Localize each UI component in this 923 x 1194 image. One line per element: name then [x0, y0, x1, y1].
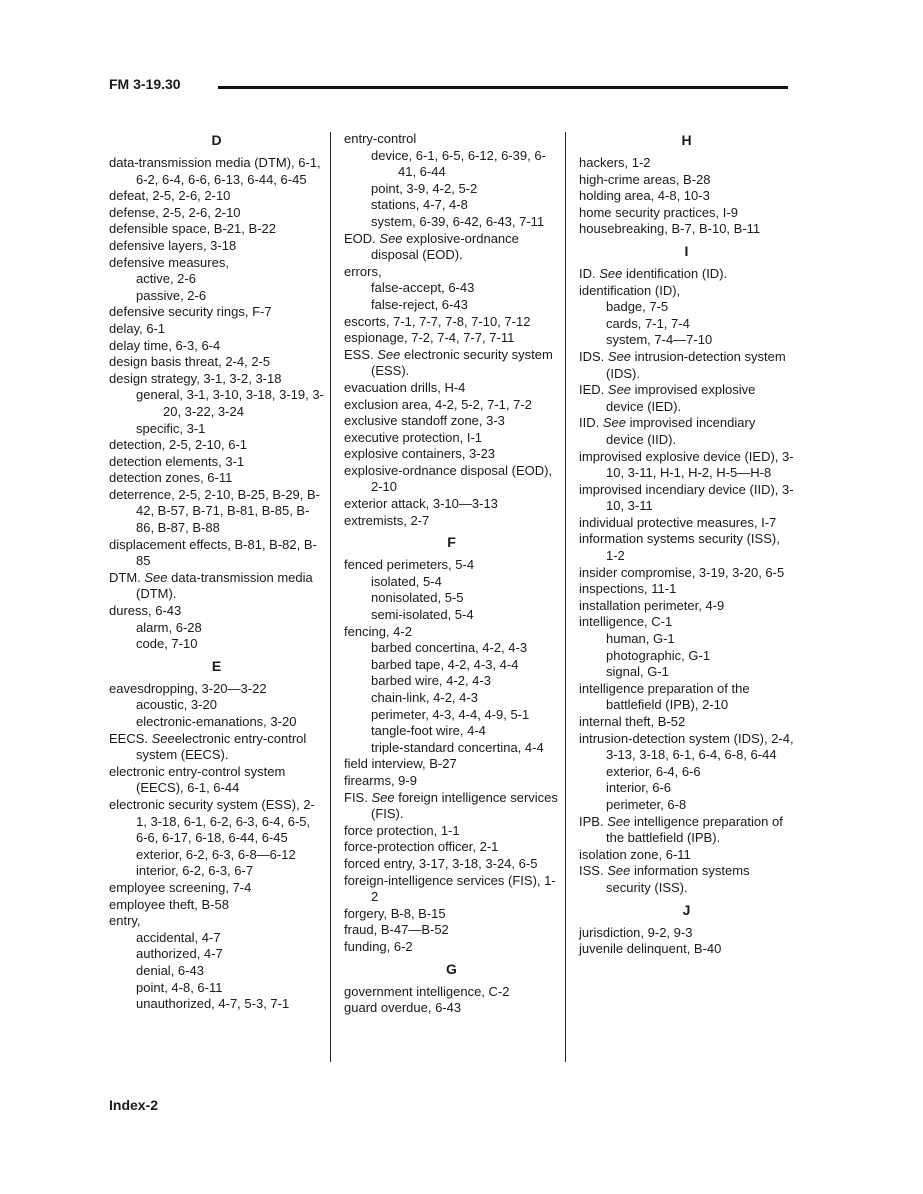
- index-section: [579, 131, 794, 238]
- cross-reference-target: explosive-ordnance disposal (EOD).: [371, 230, 519, 263]
- index-entry: eavesdropping, 3-20—3-22: [109, 680, 267, 696]
- index-entry: [579, 382, 794, 415]
- index-entry: design basis threat, 2-4, 2-5: [109, 354, 271, 370]
- index-entry: extremists, 2-7: [344, 512, 430, 528]
- index-section: [344, 131, 559, 529]
- index-entry: errors,: [344, 263, 382, 279]
- index-subentry: electronic-emanations, 3-20: [136, 714, 297, 729]
- cross-reference-target: electronic entry-control system (EECS).: [136, 730, 307, 763]
- index-entry: intelligence, C-1: [579, 614, 673, 630]
- entry-term: ID.: [579, 265, 600, 281]
- index-entry: isolation zone, 6-11: [579, 846, 691, 862]
- see-reference: See: [599, 265, 623, 281]
- entry-term: ISS.: [579, 863, 608, 879]
- index-subentry: unauthorized, 4-7, 5-3, 7-1: [136, 996, 290, 1012]
- index-subentry: badge, 7-5: [606, 299, 669, 315]
- index-entry: explosive containers, 3-23: [344, 446, 496, 462]
- index-subentry: semi-isolated, 5-4: [371, 607, 474, 623]
- index-subentry: tangle-foot wire, 4-4: [371, 723, 486, 739]
- index-entry: data-transmission media (DTM), 6-1, 6-2, 6-4, 6-6, 6-13, 6-44, 6-45: [109, 155, 321, 187]
- index-entry: defensive measures,: [109, 254, 229, 270]
- see-reference: See: [151, 730, 175, 746]
- index-entry: foreign-intelligence services (FIS), 1-2: [344, 872, 556, 905]
- index-subentry: nonisolated, 5-5: [371, 590, 464, 606]
- index-subentry: perimeter, 6-8: [606, 796, 687, 812]
- index-subentry: human, G-1: [606, 631, 675, 647]
- index-entry: defensive security rings, F-7: [109, 304, 272, 320]
- index-entry: intelligence preparation of the battlefield (IPB), 2-10: [579, 680, 750, 713]
- index-entry: juvenile delinquent, B-40: [579, 941, 722, 957]
- index-subentry: accidental, 4-7: [136, 929, 221, 945]
- section-letter-heading: D: [211, 132, 222, 148]
- page-number: Index-2: [109, 1097, 159, 1113]
- index-subentry: barbed tape, 4-2, 4-3, 4-4: [371, 656, 519, 672]
- section-letter-heading: F: [447, 534, 456, 551]
- index-entry: detection, 2-5, 2-10, 6-1: [109, 437, 248, 453]
- index-section: [579, 242, 794, 897]
- index-entry: evacuation drills, H-4: [344, 379, 466, 395]
- index-section: [109, 131, 324, 653]
- index-subentry: exterior, 6-2, 6-3, 6-8—6-12: [136, 846, 296, 862]
- index-entry: internal theft, B-52: [579, 714, 686, 729]
- index-entry: displacement effects, B-81, B-82, B-85: [109, 536, 317, 569]
- index-subentry: alarm, 6-28: [136, 619, 202, 635]
- index-entry: entry-control: [344, 131, 417, 146]
- index-subentry: passive, 2-6: [136, 287, 207, 303]
- entry-term: ESS.: [344, 346, 378, 362]
- index-subentry: false-accept, 6-43: [371, 280, 475, 296]
- index-subentry: acoustic, 3-20: [136, 697, 217, 713]
- index-entry: defeat, 2-5, 2-6, 2-10: [109, 188, 231, 204]
- index-entry: executive protection, I-1: [344, 429, 483, 445]
- see-reference: See: [379, 230, 403, 246]
- index-entry: entry,: [109, 913, 141, 929]
- index-entry: detection zones, 6-11: [109, 470, 233, 486]
- index-entry: government intelligence, C-2: [344, 983, 510, 999]
- index-subentry: point, 3-9, 4-2, 5-2: [371, 180, 478, 196]
- index-section: [579, 901, 794, 958]
- index-entry: [109, 570, 324, 603]
- see-reference: See: [607, 348, 632, 364]
- see-reference: See: [602, 415, 626, 431]
- cross-reference-target: improvised explosive device (IED).: [606, 382, 756, 414]
- index-subentry: device, 6-1, 6-5, 6-12, 6-39, 6-41, 6-44: [371, 147, 546, 180]
- index-entry: fencing, 4-2: [344, 623, 412, 639]
- column-divider: [330, 132, 331, 1062]
- index-entry: improvised explosive device (IED), 3-10, 3-11, H-1, H-2, H-5—H-8: [579, 448, 794, 481]
- index-entry: funding, 6-2: [344, 938, 413, 954]
- index-entry: [579, 349, 794, 382]
- index-section: [344, 960, 559, 1017]
- index-entry: exterior attack, 3-10—3-13: [344, 496, 498, 512]
- index-subentry: authorized, 4-7: [136, 946, 223, 962]
- index-entry: [579, 814, 794, 847]
- index-subentry: isolated, 5-4: [371, 573, 442, 589]
- index-subentry: code, 7-10: [136, 636, 198, 652]
- index-entry: holding area, 4-8, 10-3: [579, 188, 710, 204]
- index-column-2: [344, 131, 559, 1019]
- index-entry: hackers, 1-2: [579, 155, 651, 170]
- index-entry: insider compromise, 3-19, 3-20, 6-5: [579, 564, 785, 580]
- index-subentry: barbed concertina, 4-2, 4-3: [371, 640, 528, 656]
- index-entry: duress, 6-43: [109, 603, 182, 619]
- entry-term: IID.: [579, 415, 603, 431]
- index-subentry: interior, 6-2, 6-3, 6-7: [136, 863, 254, 879]
- index-subentry: denial, 6-43: [136, 962, 204, 978]
- see-reference: See: [607, 863, 631, 879]
- index-column-1: [109, 131, 324, 1015]
- entry-term: IDS.: [579, 348, 608, 364]
- cross-reference-target: information systems security (ISS).: [606, 863, 750, 895]
- index-entry: employee theft, B-58: [109, 896, 229, 912]
- index-entry: force-protection officer, 2-1: [344, 839, 499, 855]
- index-subentry: chain-link, 4-2, 4-3: [371, 690, 478, 705]
- index-entry: [579, 863, 794, 896]
- index-subentry: barbed wire, 4-2, 4-3: [371, 673, 491, 689]
- index-entry: design strategy, 3-1, 3-2, 3-18: [109, 370, 282, 386]
- index-subentry: perimeter, 4-3, 4-4, 4-9, 5-1: [371, 706, 530, 722]
- cross-reference-target: improvised incendiary device (IID).: [606, 415, 756, 447]
- index-entry: espionage, 7-2, 7-4, 7-7, 7-11: [344, 330, 515, 346]
- index-subentry: false-reject, 6-43: [371, 296, 468, 312]
- cross-reference-target: data-transmission media (DTM).: [136, 569, 313, 602]
- index-entry: defense, 2-5, 2-6, 2-10: [109, 204, 241, 220]
- index-entry: defensible space, B-21, B-22: [109, 221, 276, 237]
- index-subentry: general, 3-1, 3-10, 3-18, 3-19, 3-20, 3-22, 3-24: [136, 387, 324, 419]
- index-entry: individual protective measures, I-7: [579, 514, 777, 530]
- index-subentry: system, 7-4—7-10: [606, 332, 713, 348]
- cross-reference-target: foreign intelligence services (FIS).: [371, 789, 558, 822]
- index-subentry: stations, 4-7, 4-8: [371, 197, 468, 213]
- index-entry: [344, 347, 559, 380]
- index-entry: [109, 731, 324, 764]
- entry-term: FIS.: [344, 789, 372, 805]
- index-entry: [579, 266, 794, 283]
- section-letter-heading: E: [211, 657, 222, 674]
- index-entry: [579, 415, 794, 448]
- header-rule: [218, 86, 788, 89]
- section-letter-heading: H: [681, 132, 692, 148]
- see-reference: See: [377, 346, 401, 362]
- index-entry: exclusion area, 4-2, 5-2, 7-1, 7-2: [344, 396, 532, 412]
- entry-term: EOD.: [344, 230, 380, 246]
- column-divider: [565, 132, 566, 1062]
- index-subentry: active, 2-6: [136, 271, 196, 287]
- index-entry: force protection, 1-1: [344, 822, 460, 838]
- index-entry: delay time, 6-3, 6-4: [109, 337, 221, 353]
- index-section: [344, 533, 559, 955]
- entry-term: IED.: [579, 382, 608, 398]
- see-reference: See: [371, 789, 395, 805]
- cross-reference-target: identification (ID).: [622, 265, 728, 281]
- index-section: [109, 657, 324, 1013]
- index-subentry: point, 4-8, 6-11: [136, 979, 223, 995]
- index-entry: electronic entry-control system (EECS), 6-1, 6-44: [109, 763, 286, 796]
- index-entry: deterrence, 2-5, 2-10, B-25, B-29, B-42, B-57, B-71, B-81, B-85, B-86, B-87, B-88: [109, 486, 320, 536]
- index-entry: forced entry, 3-17, 3-18, 3-24, 6-5: [344, 855, 538, 871]
- index-entry: improvised incendiary device (IID), 3-10, 3-11: [579, 481, 794, 514]
- index-subentry: system, 6-39, 6-42, 6-43, 7-11: [371, 213, 545, 229]
- cross-reference-target: intelligence preparation of the battlefield (IPB).: [606, 813, 783, 846]
- index-entry: identification (ID),: [579, 282, 681, 298]
- index-entry: explosive-ordnance disposal (EOD), 2-10: [344, 462, 553, 495]
- index-entry: delay, 6-1: [109, 320, 166, 336]
- index-entry: jurisdiction, 9-2, 9-3: [579, 924, 693, 940]
- index-subentry: signal, G-1: [606, 664, 669, 680]
- entry-term: EECS.: [109, 730, 152, 746]
- index-entry: home security practices, I-9: [579, 204, 738, 220]
- index-entry: firearms, 9-9: [344, 772, 417, 788]
- cross-reference-target: electronic security system (ESS).: [371, 346, 553, 379]
- index-entry: housebreaking, B-7, B-10, B-11: [579, 221, 761, 237]
- index-entry: escorts, 7-1, 7-7, 7-8, 7-10, 7-12: [344, 313, 531, 329]
- cross-reference-target: intrusion-detection system (IDS).: [606, 348, 786, 381]
- entry-term: DTM.: [109, 569, 145, 585]
- index-entry: fraud, B-47—B-52: [344, 922, 449, 938]
- index-entry: detection elements, 3-1: [109, 453, 245, 469]
- index-subentry: triple-standard concertina, 4-4: [371, 739, 544, 755]
- index-column-3: [579, 131, 794, 960]
- section-letter-heading: G: [446, 960, 457, 977]
- section-letter-heading: J: [682, 901, 691, 918]
- section-letter-heading: I: [684, 242, 689, 259]
- index-entry: employee screening, 7-4: [109, 879, 252, 895]
- see-reference: See: [607, 813, 631, 829]
- index-subentry: specific, 3-1: [136, 420, 206, 436]
- index-entry: inspections, 11-1: [579, 581, 677, 597]
- index-subentry: interior, 6-6: [606, 780, 672, 796]
- index-entry: exclusive standoff zone, 3-3: [344, 413, 505, 429]
- index-entry: electronic security system (ESS), 2-1, 3-18, 6-1, 6-2, 6-3, 6-4, 6-5, 6-6, 6-17, 6-18, 6-44, 6-45: [109, 796, 315, 846]
- index-entry: forgery, B-8, B-15: [344, 905, 446, 921]
- see-reference: See: [144, 569, 168, 585]
- index-entry: fenced perimeters, 5-4: [344, 557, 475, 573]
- index-subentry: cards, 7-1, 7-4: [606, 315, 690, 331]
- index-entry: defensive layers, 3-18: [109, 237, 237, 253]
- index-entry: [344, 231, 559, 264]
- index-entry: high-crime areas, B-28: [579, 171, 711, 187]
- index-subentry: photographic, G-1: [606, 647, 711, 663]
- entry-term: IPB.: [579, 813, 608, 829]
- index-entry: information systems security (ISS), 1-2: [579, 531, 780, 564]
- index-entry: [344, 790, 559, 823]
- index-entry: intrusion-detection system (IDS), 2-4, 3-13, 3-18, 6-1, 6-4, 6-8, 6-44: [579, 730, 794, 763]
- page-header-title: FM 3-19.30: [109, 76, 181, 92]
- index-entry: installation perimeter, 4-9: [579, 597, 725, 613]
- index-subentry: exterior, 6-4, 6-6: [606, 763, 701, 779]
- see-reference: See: [607, 382, 632, 398]
- index-entry: field interview, B-27: [344, 756, 457, 772]
- index-entry: guard overdue, 6-43: [344, 1000, 462, 1016]
